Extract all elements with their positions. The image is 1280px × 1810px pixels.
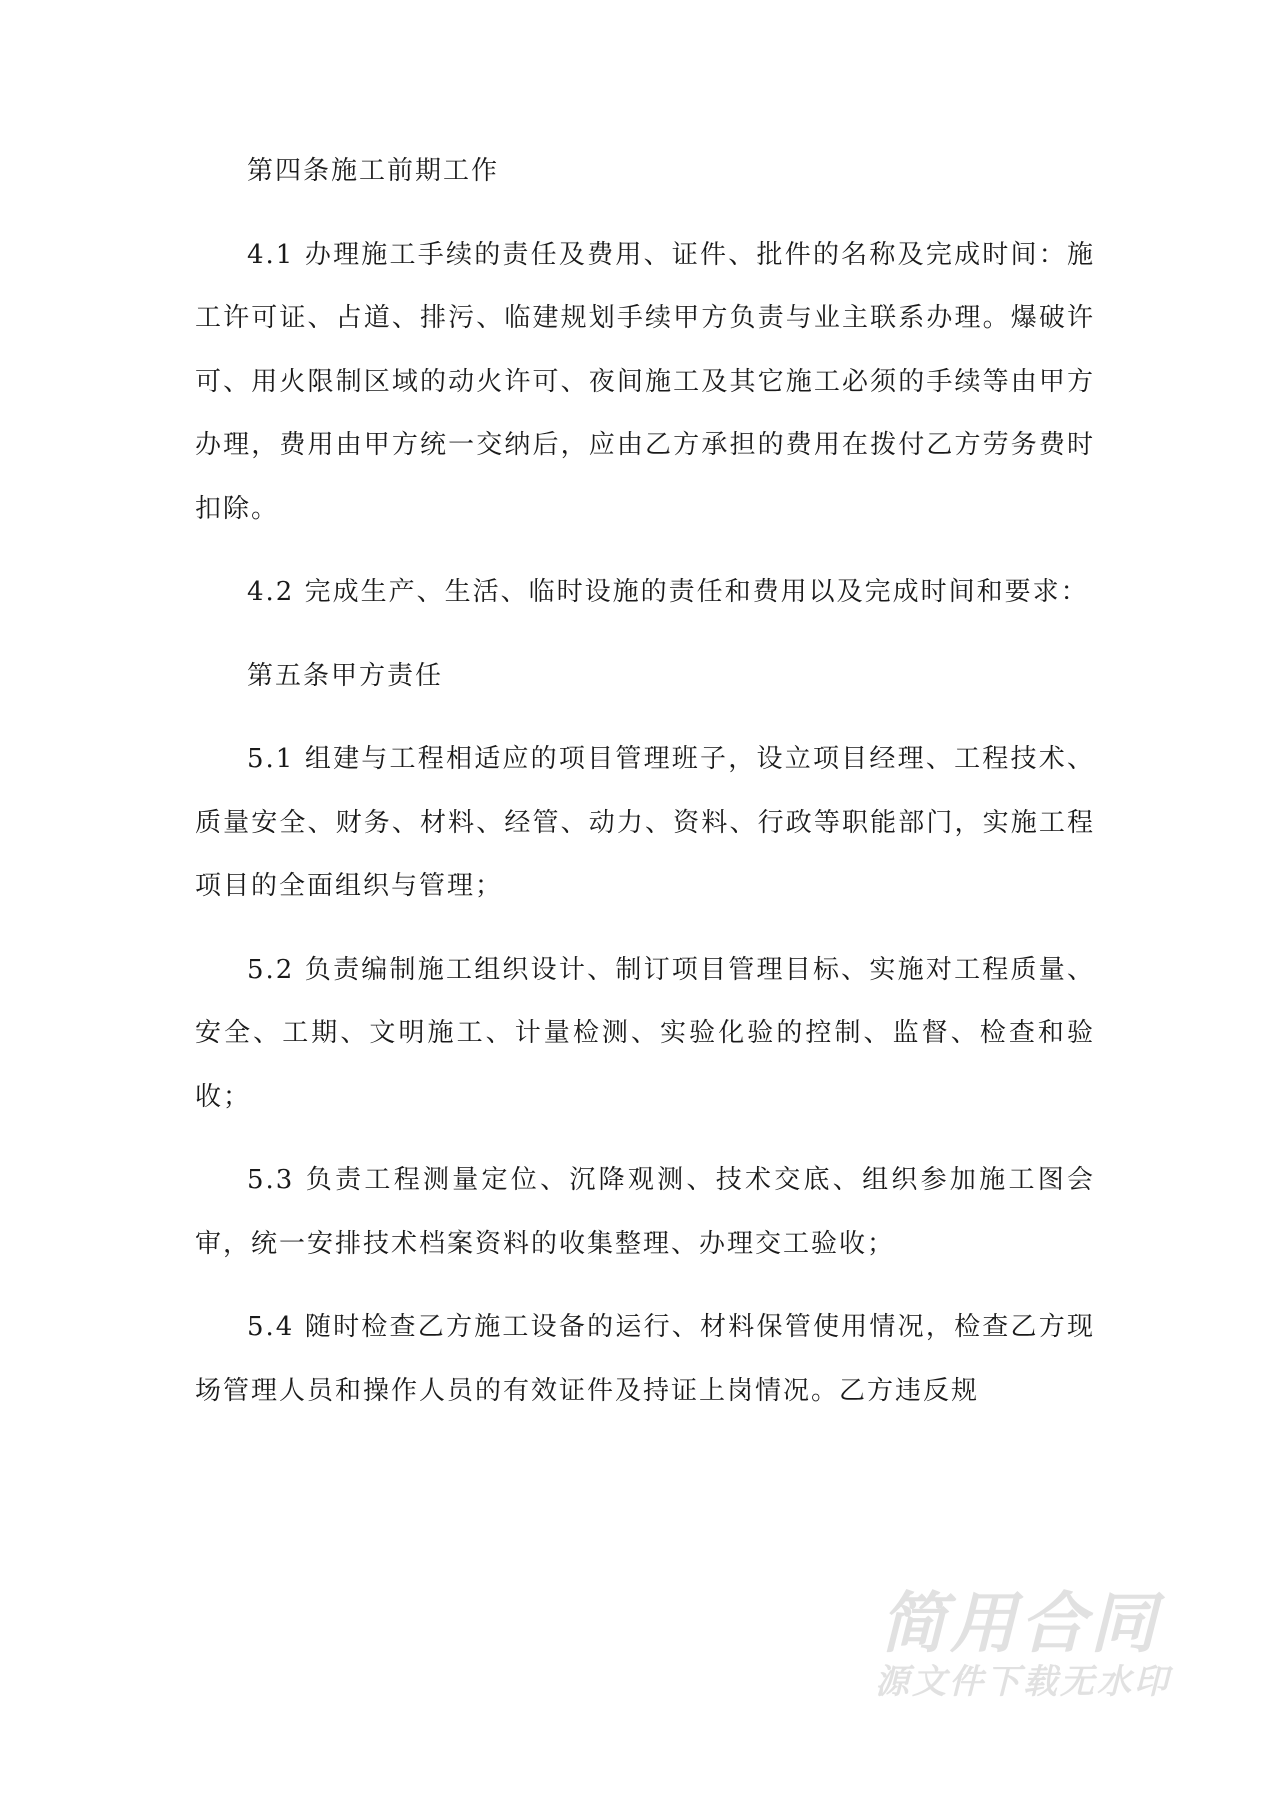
watermark: [875, 1585, 1220, 1704]
paragraph-5-3: 5.3 负责工程测量定位、沉降观测、技术交底、组织参加施工图会审，统一安排技术档案资料的收集整理、办理交工验收；: [195, 1165, 1095, 1259]
paragraph-5-1: 5.1 组建与工程相适应的项目管理班子，设立项目经理、工程技术、质量安全、财务、材料、经管、动力、资料、行政等职能部门，实施工程项目的全面组织与管理；: [195, 744, 1095, 901]
paragraph-5-4: 5.4 随时检查乙方施工设备的运行、材料保管使用情况，检查乙方现场管理人员和操作人员的有效证件及持证上岗情况。乙方违反规: [195, 1312, 1095, 1406]
paragraph-5-2: 5.2 负责编制施工组织设计、制订项目管理目标、实施对工程质量、安全、工期、文明施工、计量检测、实验化验的控制、监督、检查和验收；: [195, 954, 1095, 1112]
paragraph-4-2: 4.2 完成生产、生活、临时设施的责任和费用以及完成时间和要求：: [247, 577, 1089, 607]
watermark-title: 简用合同: [880, 1585, 1160, 1662]
watermark-subtitle: 源文件下载无水印: [875, 1662, 1171, 1702]
section-heading-4: 第四条施工前期工作: [247, 156, 500, 186]
section-heading-5: 第五条甲方责任: [247, 660, 444, 691]
document-page: [195, 140, 1095, 1443]
paragraph-4-1: 4.1 办理施工手续的责任及费用、证件、批件的名称及完成时间：施工许可证、占道、排污、临建规划手续甲方负责与业主联系办理。爆破许可、用火限制区域的动火许可、夜间施工及其它施工必须的手续等由甲方办理，费用由甲方统一交纳后，应由乙方承担的费用在拨付乙方劳务费时扣除。: [195, 239, 1095, 524]
